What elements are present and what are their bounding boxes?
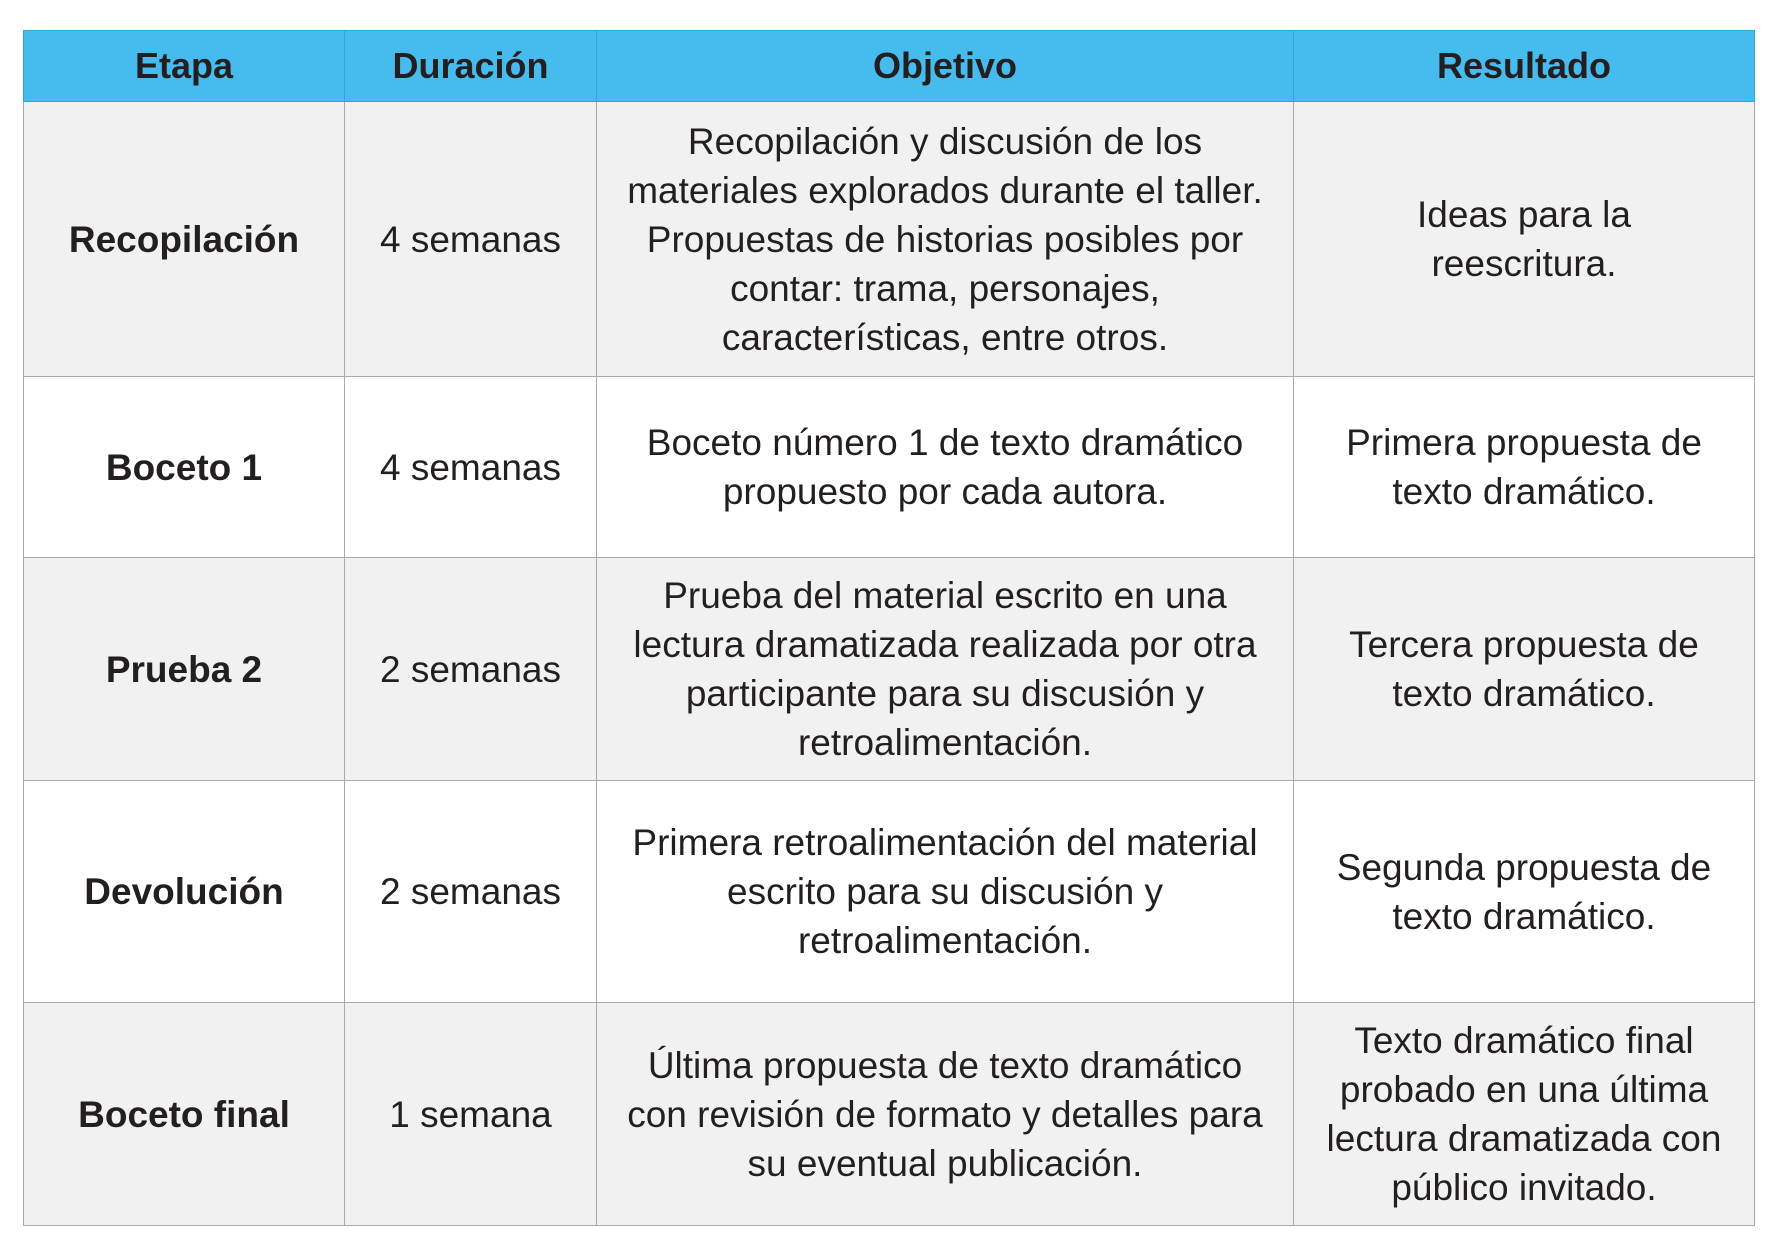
objetivo-cell: Primera retroalimentación del material escrito para su discusión y retroalimentación. (597, 781, 1294, 1003)
header-row (24, 31, 1755, 102)
table-header (24, 31, 1755, 102)
header-objetivo: Objetivo (597, 31, 1294, 102)
etapa-cell: Devolución (24, 781, 345, 1003)
table-row (24, 377, 1755, 558)
table-row (24, 1003, 1755, 1226)
resultado-cell: Ideas para la reescritura. (1294, 102, 1755, 377)
objetivo-cell: Prueba del material escrito en una lectura dramatizada realizada por otra participante para su discusión y retroalimentación. (597, 558, 1294, 781)
resultado-cell: Primera propuesta de texto dramático. (1294, 377, 1755, 558)
header-resultado: Resultado (1294, 31, 1755, 102)
etapa-cell: Recopilación (24, 102, 345, 377)
duracion-cell: 1 semana (345, 1003, 597, 1226)
resultado-cell: Segunda propuesta de texto dramático. (1294, 781, 1755, 1003)
duracion-cell: 2 semanas (345, 558, 597, 781)
header-etapa: Etapa (24, 31, 345, 102)
duracion-cell: 4 semanas (345, 102, 597, 377)
duracion-cell: 4 semanas (345, 377, 597, 558)
table-row (24, 102, 1755, 377)
table-row (24, 781, 1755, 1003)
objetivo-cell: Recopilación y discusión de los materiales explorados durante el taller. Propuestas de historias posibles por contar: trama, personajes, características, entre otros. (597, 102, 1294, 377)
objetivo-cell: Última propuesta de texto dramático con revisión de formato y detalles para su eventual publicación. (597, 1003, 1294, 1226)
table-row (24, 558, 1755, 781)
etapa-cell: Prueba 2 (24, 558, 345, 781)
resultado-cell: Tercera propuesta de texto dramático. (1294, 558, 1755, 781)
resultado-cell: Texto dramático final probado en una última lectura dramatizada con público invitado. (1294, 1003, 1755, 1226)
stages-table (23, 30, 1755, 1226)
etapa-cell: Boceto 1 (24, 377, 345, 558)
duracion-cell: 2 semanas (345, 781, 597, 1003)
etapa-cell: Boceto final (24, 1003, 345, 1226)
objetivo-cell: Boceto número 1 de texto dramático propuesto por cada autora. (597, 377, 1294, 558)
table-body (24, 102, 1755, 1226)
header-duracion: Duración (345, 31, 597, 102)
